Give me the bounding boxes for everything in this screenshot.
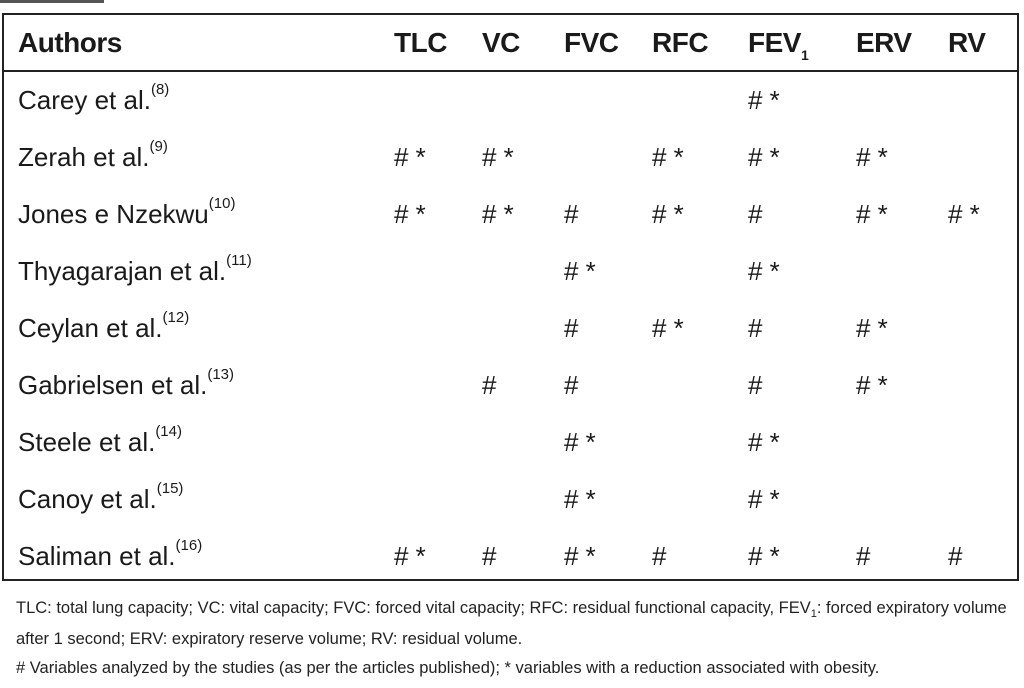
cell-fev: # [748, 199, 763, 229]
author-cell [4, 471, 394, 528]
footnote-legend: # Variables analyzed by the studies (as per the articles published); * variables with a reduction associated with obesity. [16, 659, 880, 677]
header-fev1-sub: 1 [800, 46, 809, 63]
cell-rfc [652, 71, 748, 129]
author-name: Carey et al. [18, 85, 151, 115]
cell-fev: # * [748, 427, 780, 457]
cell-fev: # * [748, 256, 780, 286]
author-cell [4, 357, 394, 414]
header-fev1-main: FEV [748, 26, 801, 58]
author-cell [4, 129, 394, 186]
table-row [4, 357, 1017, 414]
cell-vc [482, 71, 564, 129]
cell-erv [856, 71, 948, 129]
cell-erv: # [856, 541, 871, 571]
cell-rv [948, 129, 1017, 186]
header-vc: VC [482, 15, 564, 71]
table-frame [2, 13, 1019, 581]
cell-tlc [394, 357, 482, 414]
cell-rv [948, 471, 1017, 528]
header-fev1 [748, 15, 856, 71]
cell-vc [482, 300, 564, 357]
reference-number: (12) [162, 309, 190, 326]
header-fvc: FVC [564, 15, 652, 71]
author-cell [4, 243, 394, 300]
cell-fev: # * [748, 541, 780, 571]
header-row [4, 15, 1017, 71]
author-name: Steele et al. [18, 427, 156, 457]
reference-number: (13) [207, 366, 235, 383]
cell-tlc: # * [394, 199, 426, 229]
table-row [4, 300, 1017, 357]
cell-fev: # [748, 370, 763, 400]
cell-rv [948, 300, 1017, 357]
header-rv: RV [948, 15, 1017, 71]
cell-tlc: # * [394, 142, 426, 172]
table-row [4, 186, 1017, 243]
footnote-abbreviations-sub: 1 [810, 608, 817, 620]
table-row [4, 71, 1017, 129]
cell-tlc [394, 71, 482, 129]
reference-number: (8) [150, 81, 170, 98]
cell-erv [856, 471, 948, 528]
top-rule-stub [0, 0, 104, 3]
cell-fvc: # [564, 199, 579, 229]
cell-fev: # * [748, 484, 780, 514]
cell-rfc [652, 471, 748, 528]
cell-fvc: # * [564, 427, 596, 457]
cell-rfc: # * [652, 313, 684, 343]
cell-erv: # * [856, 370, 888, 400]
table-row [4, 129, 1017, 186]
footnote-abbreviations-part1: TLC: total lung capacity; VC: vital capacity; FVC: forced vital capacity; RFC: residual functional capacity, FEV [16, 599, 811, 617]
author-name: Thyagarajan et al. [18, 256, 227, 286]
cell-vc: # [482, 541, 497, 571]
cell-rfc [652, 414, 748, 471]
footnotes [16, 594, 1016, 683]
cell-fvc: # [564, 313, 579, 343]
cell-tlc [394, 243, 482, 300]
cell-rv [948, 414, 1017, 471]
cell-rfc: # * [652, 142, 684, 172]
author-name: Saliman et al. [18, 541, 176, 571]
author-name: Ceylan et al. [18, 313, 163, 343]
cell-rv [948, 357, 1017, 414]
cell-rv [948, 71, 1017, 129]
cell-vc [482, 471, 564, 528]
reference-number: (9) [149, 138, 168, 155]
header-authors: Authors [4, 15, 394, 71]
header-rfc: RFC [652, 15, 748, 71]
cell-vc: # [482, 370, 497, 400]
cell-vc: # * [482, 142, 514, 172]
cell-fev: # * [748, 142, 780, 172]
header-erv: ERV [856, 15, 948, 71]
cell-erv: # * [856, 142, 888, 172]
cell-vc: # * [482, 199, 514, 229]
cell-fvc: # * [564, 541, 596, 571]
top-rule [0, 0, 1024, 8]
author-cell [4, 414, 394, 471]
cell-erv [856, 243, 948, 300]
header-tlc: TLC [394, 15, 482, 71]
cell-fvc [564, 129, 652, 186]
author-name: Zerah et al. [18, 142, 150, 172]
table-row [4, 243, 1017, 300]
author-cell [4, 186, 394, 243]
table-body [4, 71, 1017, 585]
footnote-abbreviations-part2: : forced expiratory volume after 1 second; ERV: expiratory reserve volume; RV: residual volume. [16, 599, 1007, 648]
reference-number: (14) [155, 423, 182, 440]
table-row [4, 414, 1017, 471]
cell-tlc [394, 414, 482, 471]
cell-rfc [652, 243, 748, 300]
author-cell [4, 528, 394, 585]
cell-fvc: # [564, 370, 579, 400]
cell-vc [482, 243, 564, 300]
cell-rfc: # * [652, 199, 684, 229]
author-name: Canoy et al. [18, 484, 157, 514]
author-cell [4, 300, 394, 357]
cell-tlc: # * [394, 541, 426, 571]
table-row [4, 528, 1017, 585]
reference-number: (16) [175, 537, 203, 554]
author-name: Gabrielsen et al. [18, 370, 208, 400]
footnote-abbreviations [16, 594, 1016, 654]
cell-rv [948, 243, 1017, 300]
cell-fvc: # * [564, 484, 596, 514]
table-header [4, 15, 1017, 71]
cell-erv [856, 414, 948, 471]
cell-tlc [394, 300, 482, 357]
cell-vc [482, 414, 564, 471]
reference-number: (11) [226, 252, 252, 269]
reference-number: (10) [208, 195, 236, 212]
cell-rv: # [948, 541, 963, 571]
cell-fvc [564, 71, 652, 129]
author-name: Jones e Nzekwu [18, 199, 209, 229]
cell-fev: # [748, 313, 763, 343]
results-table [4, 15, 1017, 585]
cell-rfc [652, 357, 748, 414]
reference-number: (15) [156, 480, 184, 497]
table-row [4, 471, 1017, 528]
author-cell [4, 71, 394, 129]
cell-fev: # * [748, 85, 780, 115]
cell-rfc: # [652, 541, 667, 571]
cell-tlc [394, 471, 482, 528]
cell-rv: # * [948, 199, 980, 229]
cell-erv: # * [856, 199, 888, 229]
cell-erv: # * [856, 313, 888, 343]
cell-fvc: # * [564, 256, 596, 286]
